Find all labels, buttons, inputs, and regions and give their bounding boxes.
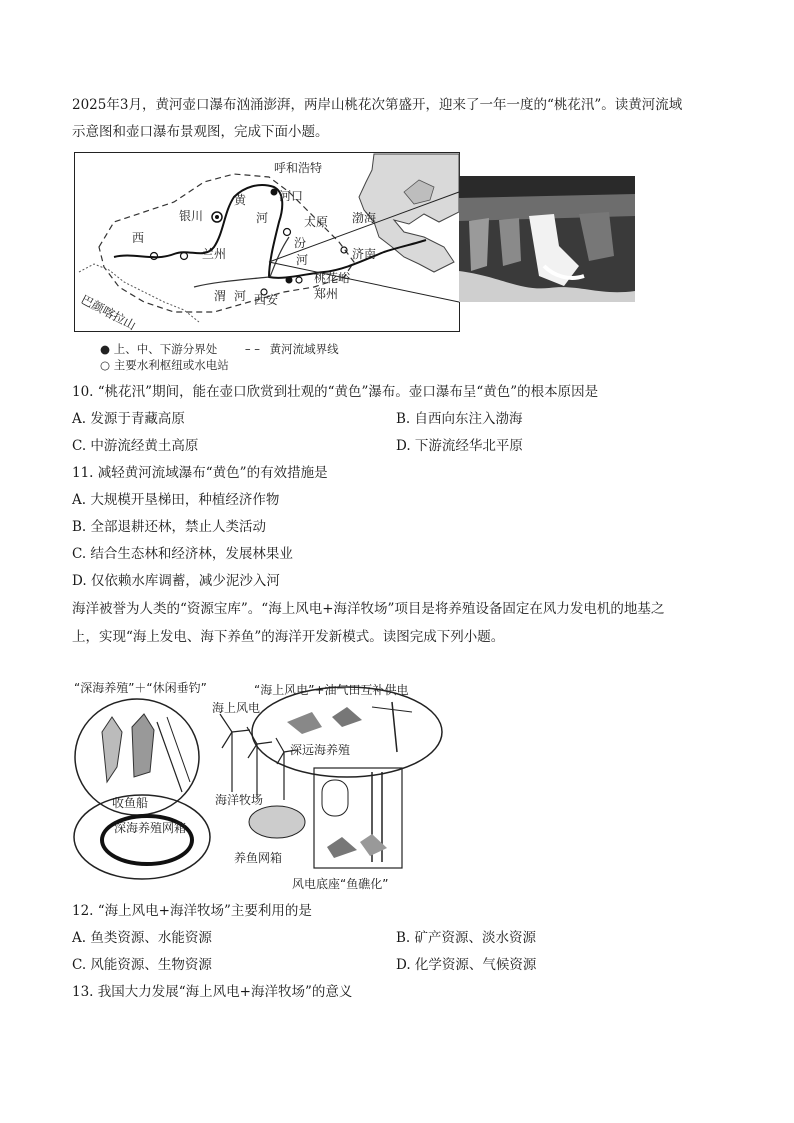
label-shouyuchuan: 收鱼船 <box>112 796 149 810</box>
intro-text-line-2: 示意图和壶口瀑布景观图，完成下面小题。 <box>72 124 329 140</box>
label-xi: 西 <box>132 231 145 245</box>
label-xian: 西安 <box>254 293 279 307</box>
label-huhehaote: 呼和浩特 <box>274 161 323 175</box>
map-legend <box>100 341 339 373</box>
legend-item-boundary-point: ● 上、中、下游分界处 <box>100 342 218 356</box>
q10-option-b[interactable]: B. 自西向东注入渤海 <box>396 411 523 427</box>
label-haiyang-muchang: 海洋牧场 <box>215 793 264 807</box>
legend-dash-icon: – – <box>244 342 261 356</box>
label-lanzhou: 兰州 <box>202 247 227 261</box>
q11-option-a[interactable]: A. 大规模开垦梯田，种植经济作物 <box>72 492 280 508</box>
q10-option-d[interactable]: D. 下游流经华北平原 <box>396 438 523 454</box>
wind-ranch-illustration <box>72 672 452 894</box>
label-huang: 黄 <box>234 193 247 207</box>
q12-option-c[interactable]: C. 风能资源、生物资源 <box>72 957 212 973</box>
label-zhengzhou: 郑州 <box>314 287 339 301</box>
label-he: 河 <box>256 211 269 225</box>
label-wangxiang: 深海养殖网箱 <box>114 821 187 835</box>
label-bohai: 渤海 <box>352 211 377 225</box>
q11-option-b[interactable]: B. 全部退耕还林，禁止人类活动 <box>72 519 267 535</box>
label-bayankala: 巴颜喀拉山 <box>78 292 139 332</box>
hukou-waterfall-photo <box>459 176 635 302</box>
city-marker-huhehaote <box>271 189 278 196</box>
legend-item-basin-line: 黄河流域界线 <box>269 342 339 356</box>
caption-top-right: “海上风电”+油气田互补供电 <box>254 683 409 697</box>
label-shenyuan-yangzhi: 深远海养殖 <box>290 743 351 757</box>
q12-option-a[interactable]: A. 鱼类资源、水能资源 <box>72 930 212 946</box>
label-taiyuan: 太原 <box>304 215 329 229</box>
legend-item-hydro-station: ○ 主要水利枢纽或水电站 <box>100 358 229 372</box>
label-hekou: 河口 <box>279 189 304 203</box>
label-he3: 河 <box>234 289 247 303</box>
label-yangyu-wangxiang: 养鱼网箱 <box>234 851 283 865</box>
q12-option-b[interactable]: B. 矿产资源、淡水资源 <box>396 930 537 946</box>
label-wei: 渭 <box>214 289 227 303</box>
q10-stem: 10. “桃花汛”期间，能在壶口欣赏到壮观的“黄色”瀑布。壶口瀑布呈“黄色”的根本原因是 <box>72 384 599 400</box>
q12-stem: 12. “海上风电+海洋牧场”主要利用的是 <box>72 903 312 919</box>
yellow-river-map <box>74 152 460 332</box>
map-svg <box>74 152 460 332</box>
caption-top-left: “深海养殖”＋“休闲垂钓” <box>74 681 207 695</box>
q11-stem: 11. 减轻黄河流域瀑布“黄色”的有效措施是 <box>72 465 328 481</box>
label-yinchuan: 银川 <box>179 209 204 223</box>
q11-option-d[interactable]: D. 仅依赖水库调蓄，减少泥沙入河 <box>72 573 280 589</box>
q10-option-a[interactable]: A. 发源于青藏高原 <box>72 411 185 427</box>
intro2-text-line-1: 海洋被誉为人类的“资源宝库”。“海上风电+海洋牧场”项目是将养殖设备固定在风力发电机的地基之 <box>72 601 665 617</box>
label-fen: 汾 <box>294 236 307 250</box>
label-he2: 河 <box>296 253 309 267</box>
label-jinan: 济南 <box>352 247 377 261</box>
q10-option-c[interactable]: C. 中游流经黄土高原 <box>72 438 199 454</box>
label-haishang-fengdian: 海上风电 <box>212 701 261 715</box>
intro-text-line-1: 2025年3月，黄河壶口瀑布汹涌澎湃，两岸山桃花次第盛开，迎来了一年一度的“桃花汛”。读黄河流域 <box>72 97 683 113</box>
q12-option-d[interactable]: D. 化学资源、气候资源 <box>396 957 537 973</box>
intro2-text-line-2: 上，实现“海上发电、海下养鱼”的海洋开发新模式。读图完成下列小题。 <box>72 629 505 645</box>
label-fengdian-dizuo: 风电底座“鱼礁化” <box>292 877 389 891</box>
q13-stem: 13. 我国大力发展“海上风电+海洋牧场”的意义 <box>72 984 353 1000</box>
q11-option-c[interactable]: C. 结合生态林和经济林，发展林果业 <box>72 546 293 562</box>
label-taohuayu: 桃花峪 <box>314 271 351 285</box>
